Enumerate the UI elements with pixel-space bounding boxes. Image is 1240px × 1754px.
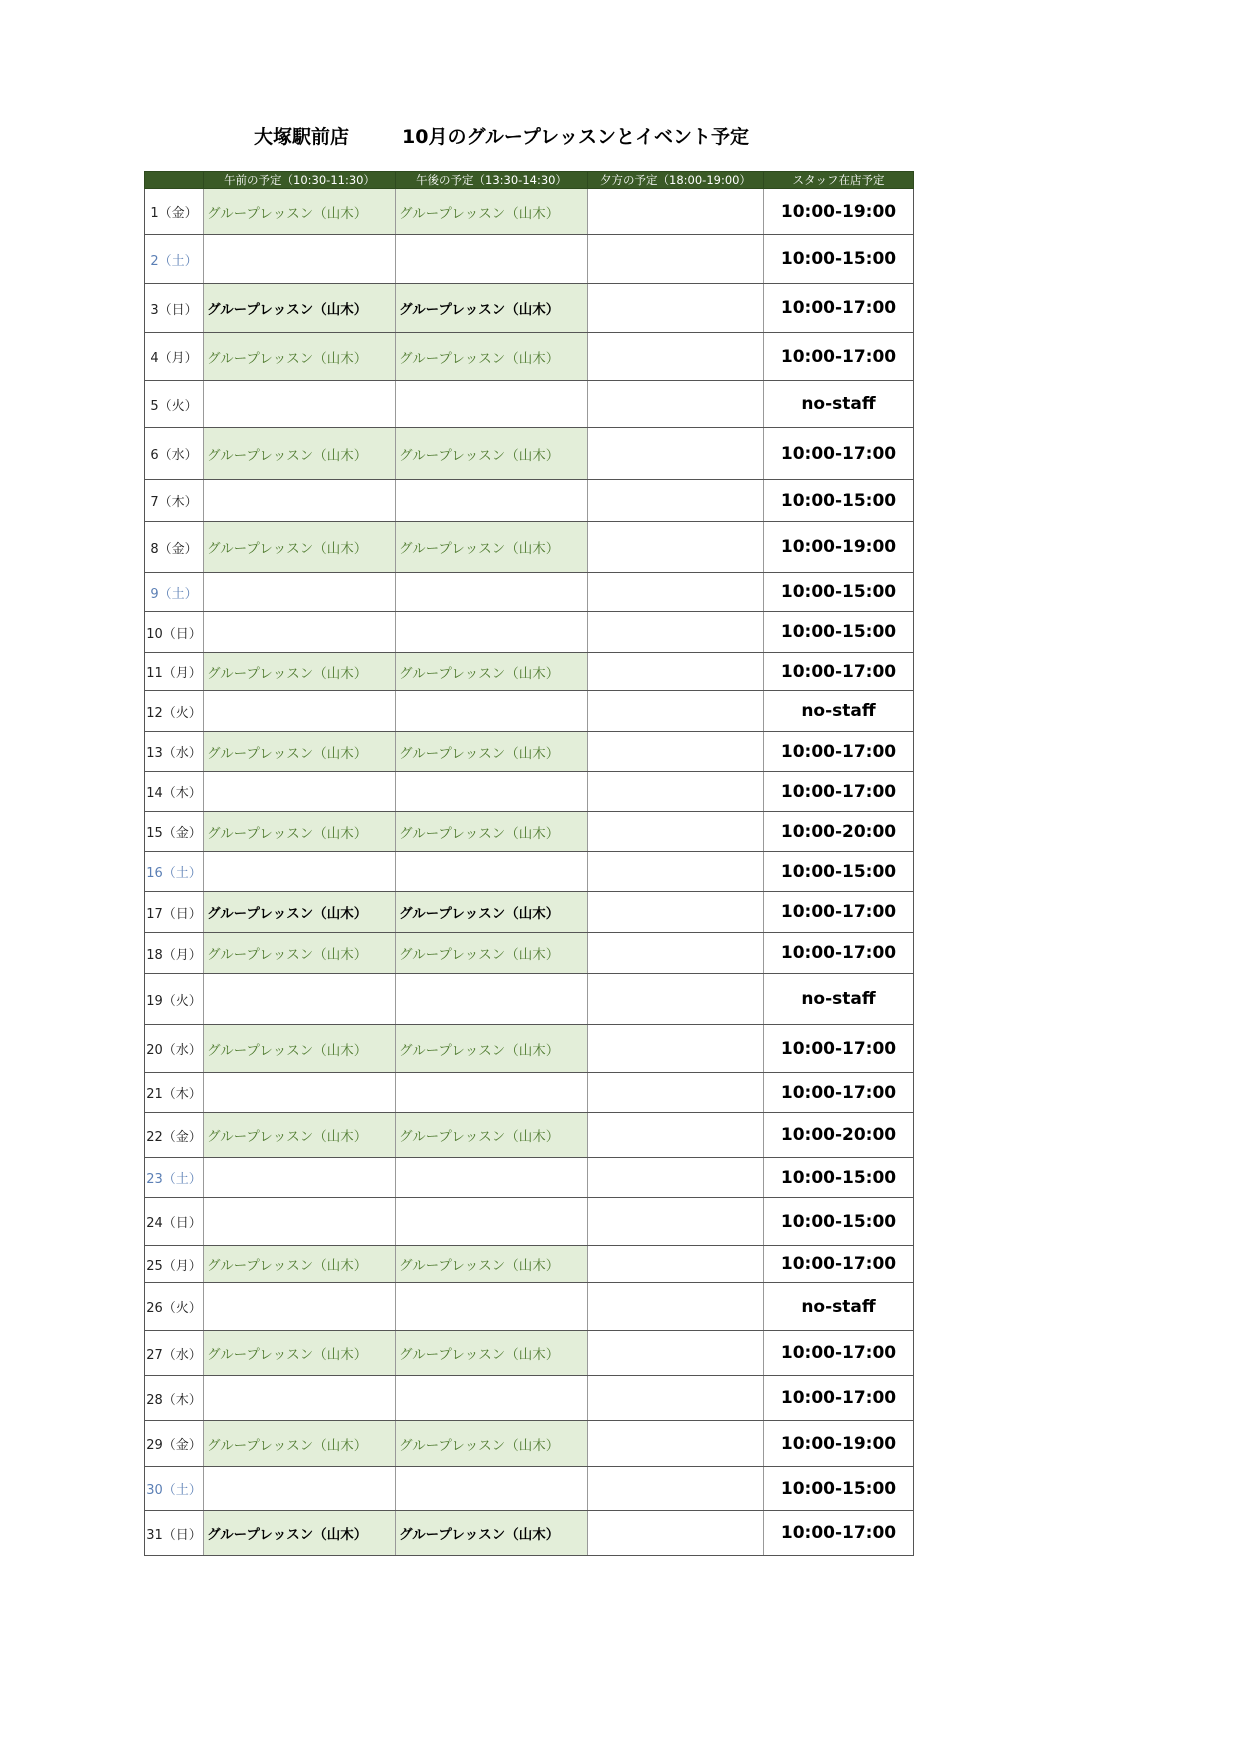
schedule-heading: 10月のグループレッスンとイベント予定 xyxy=(402,126,749,148)
afternoon-cell xyxy=(396,1376,588,1421)
date-cell: 17（日） xyxy=(145,892,204,933)
morning-cell xyxy=(204,1376,396,1421)
morning-cell xyxy=(204,1198,396,1246)
date-cell: 9（土） xyxy=(145,573,204,612)
morning-cell xyxy=(204,480,396,522)
morning-cell: グループレッスン（山木） xyxy=(204,933,396,974)
table-row xyxy=(145,612,914,653)
evening-cell xyxy=(588,1283,764,1331)
morning-cell: グループレッスン（山木） xyxy=(204,732,396,772)
evening-cell xyxy=(588,1025,764,1073)
table-row xyxy=(145,1198,914,1246)
afternoon-cell: グループレッスン（山木） xyxy=(396,1421,588,1467)
table-row xyxy=(145,933,914,974)
table-row xyxy=(145,235,914,284)
date-cell: 18（月） xyxy=(145,933,204,974)
table-row xyxy=(145,772,914,812)
afternoon-cell xyxy=(396,1073,588,1113)
evening-cell xyxy=(588,381,764,428)
date-cell: 12（火） xyxy=(145,691,204,732)
afternoon-cell xyxy=(396,1158,588,1198)
table-row xyxy=(145,1467,914,1511)
morning-cell xyxy=(204,1283,396,1331)
date-cell: 2（土） xyxy=(145,235,204,284)
staff-hours-cell: no-staff xyxy=(764,974,914,1025)
staff-hours-cell: 10:00-17:00 xyxy=(764,892,914,933)
date-cell: 5（火） xyxy=(145,381,204,428)
staff-hours-cell: 10:00-17:00 xyxy=(764,772,914,812)
date-cell: 31（日） xyxy=(145,1511,204,1556)
afternoon-cell: グループレッスン（山木） xyxy=(396,1331,588,1376)
afternoon-cell: グループレッスン（山木） xyxy=(396,732,588,772)
morning-cell: グループレッスン（山木） xyxy=(204,1246,396,1283)
evening-cell xyxy=(588,428,764,480)
afternoon-cell xyxy=(396,1283,588,1331)
date-cell: 14（木） xyxy=(145,772,204,812)
evening-cell xyxy=(588,522,764,573)
staff-hours-cell: 10:00-17:00 xyxy=(764,1246,914,1283)
evening-cell xyxy=(588,933,764,974)
afternoon-cell: グループレッスン（山木） xyxy=(396,1113,588,1158)
morning-cell: グループレッスン（山木） xyxy=(204,522,396,573)
table-row xyxy=(145,1113,914,1158)
evening-cell xyxy=(588,653,764,691)
evening-cell xyxy=(588,691,764,732)
evening-cell xyxy=(588,1421,764,1467)
morning-cell: グループレッスン（山木） xyxy=(204,1025,396,1073)
afternoon-cell: グループレッスン（山木） xyxy=(396,1025,588,1073)
header-staff: スタッフ在店予定 xyxy=(764,172,914,189)
table-row xyxy=(145,1025,914,1073)
morning-cell: グループレッスン（山木） xyxy=(204,1511,396,1556)
morning-cell xyxy=(204,772,396,812)
table-row xyxy=(145,480,914,522)
document-title xyxy=(0,122,1240,152)
evening-cell xyxy=(588,284,764,333)
store-name: 大塚駅前店 xyxy=(254,126,350,148)
staff-hours-cell: 10:00-15:00 xyxy=(764,852,914,892)
morning-cell: グループレッスン（山木） xyxy=(204,1113,396,1158)
table-row xyxy=(145,1511,914,1556)
schedule-body xyxy=(145,189,914,1556)
header-evening: 夕方の予定（18:00-19:00） xyxy=(588,172,764,189)
evening-cell xyxy=(588,1467,764,1511)
morning-cell: グループレッスン（山木） xyxy=(204,812,396,852)
table-row xyxy=(145,691,914,732)
table-row xyxy=(145,1421,914,1467)
date-cell: 27（水） xyxy=(145,1331,204,1376)
evening-cell xyxy=(588,1376,764,1421)
evening-cell xyxy=(588,1113,764,1158)
table-row xyxy=(145,189,914,235)
afternoon-cell: グループレッスン（山木） xyxy=(396,284,588,333)
table-row xyxy=(145,573,914,612)
date-cell: 16（土） xyxy=(145,852,204,892)
staff-hours-cell: no-staff xyxy=(764,1283,914,1331)
date-cell: 7（木） xyxy=(145,480,204,522)
staff-hours-cell: 10:00-15:00 xyxy=(764,1467,914,1511)
date-cell: 19（火） xyxy=(145,974,204,1025)
afternoon-cell: グループレッスン（山木） xyxy=(396,333,588,381)
staff-hours-cell: 10:00-17:00 xyxy=(764,653,914,691)
table-row xyxy=(145,381,914,428)
evening-cell xyxy=(588,892,764,933)
morning-cell xyxy=(204,852,396,892)
afternoon-cell xyxy=(396,235,588,284)
staff-hours-cell: 10:00-17:00 xyxy=(764,1331,914,1376)
afternoon-cell: グループレッスン（山木） xyxy=(396,653,588,691)
date-cell: 3（日） xyxy=(145,284,204,333)
morning-cell: グループレッスン（山木） xyxy=(204,189,396,235)
morning-cell xyxy=(204,1158,396,1198)
header-afternoon: 午後の予定（13:30-14:30） xyxy=(396,172,588,189)
afternoon-cell: グループレッスン（山木） xyxy=(396,1246,588,1283)
staff-hours-cell: 10:00-15:00 xyxy=(764,480,914,522)
afternoon-cell: グループレッスン（山木） xyxy=(396,189,588,235)
afternoon-cell: グループレッスン（山木） xyxy=(396,933,588,974)
evening-cell xyxy=(588,235,764,284)
afternoon-cell: グループレッスン（山木） xyxy=(396,892,588,933)
evening-cell xyxy=(588,1511,764,1556)
staff-hours-cell: 10:00-19:00 xyxy=(764,189,914,235)
afternoon-cell: グループレッスン（山木） xyxy=(396,1511,588,1556)
staff-hours-cell: 10:00-17:00 xyxy=(764,284,914,333)
evening-cell xyxy=(588,1073,764,1113)
table-row xyxy=(145,522,914,573)
staff-hours-cell: 10:00-17:00 xyxy=(764,732,914,772)
afternoon-cell xyxy=(396,1198,588,1246)
table-row xyxy=(145,1158,914,1198)
staff-hours-cell: 10:00-17:00 xyxy=(764,933,914,974)
afternoon-cell: グループレッスン（山木） xyxy=(396,812,588,852)
evening-cell xyxy=(588,1158,764,1198)
staff-hours-cell: 10:00-20:00 xyxy=(764,812,914,852)
date-cell: 24（日） xyxy=(145,1198,204,1246)
afternoon-cell xyxy=(396,573,588,612)
staff-hours-cell: 10:00-15:00 xyxy=(764,235,914,284)
morning-cell xyxy=(204,612,396,653)
table-row xyxy=(145,1331,914,1376)
morning-cell xyxy=(204,974,396,1025)
evening-cell xyxy=(588,612,764,653)
afternoon-cell: グループレッスン（山木） xyxy=(396,428,588,480)
date-cell: 13（水） xyxy=(145,732,204,772)
afternoon-cell xyxy=(396,480,588,522)
header-date xyxy=(145,172,204,189)
evening-cell xyxy=(588,852,764,892)
morning-cell: グループレッスン（山木） xyxy=(204,1421,396,1467)
staff-hours-cell: 10:00-20:00 xyxy=(764,1113,914,1158)
evening-cell xyxy=(588,573,764,612)
afternoon-cell xyxy=(396,1467,588,1511)
morning-cell: グループレッスン（山木） xyxy=(204,653,396,691)
morning-cell xyxy=(204,381,396,428)
staff-hours-cell: no-staff xyxy=(764,381,914,428)
staff-hours-cell: 10:00-15:00 xyxy=(764,1198,914,1246)
date-cell: 6（水） xyxy=(145,428,204,480)
table-row xyxy=(145,284,914,333)
date-cell: 26（火） xyxy=(145,1283,204,1331)
morning-cell: グループレッスン（山木） xyxy=(204,428,396,480)
evening-cell xyxy=(588,812,764,852)
schedule-table xyxy=(144,171,914,1556)
date-cell: 20（水） xyxy=(145,1025,204,1073)
date-cell: 1（金） xyxy=(145,189,204,235)
date-cell: 8（金） xyxy=(145,522,204,573)
afternoon-cell xyxy=(396,772,588,812)
date-cell: 30（土） xyxy=(145,1467,204,1511)
date-cell: 29（金） xyxy=(145,1421,204,1467)
morning-cell xyxy=(204,1073,396,1113)
table-row xyxy=(145,333,914,381)
date-cell: 28（木） xyxy=(145,1376,204,1421)
staff-hours-cell: 10:00-17:00 xyxy=(764,1511,914,1556)
evening-cell xyxy=(588,1331,764,1376)
staff-hours-cell: 10:00-17:00 xyxy=(764,1025,914,1073)
header-row xyxy=(145,172,914,189)
afternoon-cell xyxy=(396,852,588,892)
table-row xyxy=(145,852,914,892)
schedule-header xyxy=(145,172,914,189)
afternoon-cell: グループレッスン（山木） xyxy=(396,522,588,573)
evening-cell xyxy=(588,1246,764,1283)
table-row xyxy=(145,428,914,480)
staff-hours-cell: 10:00-17:00 xyxy=(764,1073,914,1113)
staff-hours-cell: 10:00-19:00 xyxy=(764,522,914,573)
staff-hours-cell: 10:00-15:00 xyxy=(764,573,914,612)
morning-cell: グループレッスン（山木） xyxy=(204,892,396,933)
table-row xyxy=(145,892,914,933)
date-cell: 15（金） xyxy=(145,812,204,852)
date-cell: 11（月） xyxy=(145,653,204,691)
staff-hours-cell: 10:00-17:00 xyxy=(764,1376,914,1421)
table-row xyxy=(145,812,914,852)
morning-cell: グループレッスン（山木） xyxy=(204,333,396,381)
table-row xyxy=(145,653,914,691)
morning-cell xyxy=(204,235,396,284)
evening-cell xyxy=(588,480,764,522)
evening-cell xyxy=(588,189,764,235)
morning-cell xyxy=(204,1467,396,1511)
table-row xyxy=(145,1073,914,1113)
staff-hours-cell: 10:00-15:00 xyxy=(764,612,914,653)
afternoon-cell xyxy=(396,381,588,428)
afternoon-cell xyxy=(396,691,588,732)
morning-cell xyxy=(204,691,396,732)
table-row xyxy=(145,974,914,1025)
date-cell: 4（月） xyxy=(145,333,204,381)
evening-cell xyxy=(588,974,764,1025)
table-row xyxy=(145,1283,914,1331)
staff-hours-cell: 10:00-17:00 xyxy=(764,428,914,480)
date-cell: 22（金） xyxy=(145,1113,204,1158)
date-cell: 25（月） xyxy=(145,1246,204,1283)
staff-hours-cell: 10:00-15:00 xyxy=(764,1158,914,1198)
date-cell: 21（木） xyxy=(145,1073,204,1113)
table-row xyxy=(145,732,914,772)
evening-cell xyxy=(588,772,764,812)
morning-cell: グループレッスン（山木） xyxy=(204,1331,396,1376)
staff-hours-cell: no-staff xyxy=(764,691,914,732)
afternoon-cell xyxy=(396,612,588,653)
table-row xyxy=(145,1376,914,1421)
afternoon-cell xyxy=(396,974,588,1025)
date-cell: 23（土） xyxy=(145,1158,204,1198)
date-cell: 10（日） xyxy=(145,612,204,653)
header-morning: 午前の予定（10:30-11:30） xyxy=(204,172,396,189)
morning-cell xyxy=(204,573,396,612)
table-row xyxy=(145,1246,914,1283)
morning-cell: グループレッスン（山木） xyxy=(204,284,396,333)
evening-cell xyxy=(588,732,764,772)
staff-hours-cell: 10:00-19:00 xyxy=(764,1421,914,1467)
staff-hours-cell: 10:00-17:00 xyxy=(764,333,914,381)
evening-cell xyxy=(588,333,764,381)
evening-cell xyxy=(588,1198,764,1246)
